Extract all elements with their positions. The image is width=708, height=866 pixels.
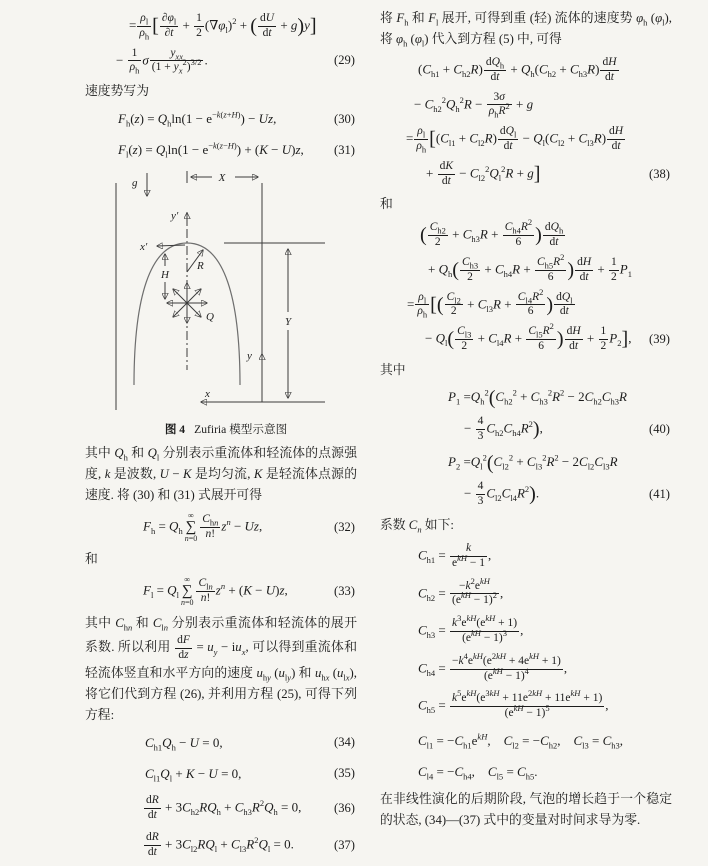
equation-29: [85, 9, 357, 78]
equation-expression: $C_{h3}$ = $k^3e^{kH}(e^{kH} + 1)$ $(e^{kH} - 1)^3$ ,: [418, 613, 524, 644]
equation-line: [85, 573, 357, 610]
equation-33: [85, 573, 357, 610]
equation-39: [380, 218, 672, 356]
equation-41: [380, 449, 672, 512]
coefficient-ch3: [380, 614, 672, 649]
equation-line: [380, 122, 672, 157]
equation-expression: = $\frac{\rho_l}{\rho_h}$ [$(C_{l1} + C_{l2}R)$ $dQ_l$ dt − $Q_l(C_{l2} + C_{l3}R)$ $\frac{dH}{dt}$: [406, 125, 624, 155]
equation-expression: − $\frac{4}{3}$ $C_{h2}C_{h4}R^2$),: [464, 414, 543, 442]
equation-line: [380, 88, 672, 123]
equation-number: (38): [649, 166, 670, 181]
equation-expression: $C_{h5}$ = $k^5e^{kH}(e^{3kH} + 11e^{2kH} + 11e^{kH} + 1)$ $(e^{kH} - 1)^5$ ,: [418, 688, 609, 720]
equation-line: [380, 218, 672, 253]
coefficient-ch5: [380, 689, 672, 724]
equation-32: [85, 509, 357, 546]
paragraph-expand: 将 $F_h$ 和 $F_l$ 展开, 可得到重 (轻) 流体的速度势 $\varphi_h$ $(\varphi_l)$, 将 $\varphi_h$ $(\varphi_l)$ 代入到方程 (5) 中, 可得: [380, 11, 672, 49]
paragraph-velocity-potential: 速度势写为: [85, 84, 149, 99]
equation-expression: $C_{h1}$ = k $e^{kH} - 1$ ,: [418, 541, 492, 569]
equation-line: [380, 477, 672, 512]
left-column: [85, 6, 357, 866]
equation-number: (34): [334, 735, 355, 750]
equation-expression: = $\frac{\rho_l}{\rho_h}$ [ $\frac{\partial\varphi_l}{\partial t}$ + $\frac{1}{2}$ $(\nabla\varphi_l)^2$ + ( $\frac{dU}{dt}$ + g)y]: [129, 12, 317, 42]
equation-36: [85, 791, 357, 826]
equation-38: [380, 53, 672, 191]
equation-line: [380, 412, 672, 447]
equation-expression: $P_2 =Q_l^2(C_{l2}^2 + C_{l3}^2R^2 - 2C_{l2}C_{l3}R$: [448, 452, 618, 475]
equation-line: [85, 9, 357, 44]
equation-expression: − $C_{h2}^2Q_h^2R$ − 3σ $\rho_hR^2$ + g: [414, 90, 534, 120]
equation-number: (31): [334, 142, 355, 157]
coefficient-cl1-cl3: [380, 727, 672, 755]
equation-line: [380, 689, 672, 724]
paragraph-and-2: 和: [380, 197, 393, 212]
equation-31: [85, 136, 357, 164]
equation-line: [380, 539, 672, 574]
figure-caption-label: 图 4: [164, 423, 186, 437]
figure-label-Q: Q: [206, 311, 214, 324]
equation-37: [85, 828, 357, 863]
equation-line: [380, 157, 672, 192]
equation-line: [85, 509, 357, 546]
equation-line: [85, 44, 357, 79]
equation-line: [85, 760, 357, 788]
point-source-arrows: [167, 283, 207, 323]
equation-expression: $F_l(z) = Q_l\ln(1 - e^{-k(z-H)}) + (K - U)z$,: [118, 140, 304, 160]
equation-34: [85, 729, 357, 757]
figure-4: [95, 170, 357, 437]
equation-line: [85, 729, 357, 757]
figure-label-x: x: [205, 388, 210, 401]
paragraph-nonlinear-stage: 在非线性演化的后期阶段, 气泡的增长趋于一个稳定的状态, (34)—(37) 式中的变量对时间求导为零.: [380, 791, 672, 827]
equation-35: [85, 760, 357, 788]
equation-number: (37): [334, 838, 355, 853]
equation-expression: $P_1 =Q_h^2(C_{h2}^2 + C_{h3}^2R^2 - 2C_{h2}C_{h3}R$: [448, 386, 627, 409]
equation-number: (30): [334, 111, 355, 126]
equation-number: (35): [334, 766, 355, 781]
figure-label-y: y: [247, 350, 252, 363]
equation-line: [380, 652, 672, 687]
equation-expression: $\frac{dR}{dt}$ + $3C_{l2}RQ_l + C_{l3}R^2Q_l = 0$.: [146, 831, 294, 859]
equation-line: [380, 449, 672, 477]
equation-expression: $F_l = Q_l$ ∞ ∑ n=0 $\frac{C_{ln}}{n!}$ $z^n + (K - U)z$,: [143, 575, 288, 608]
x-prime-arrow: [157, 245, 185, 246]
equation-line: [85, 136, 357, 164]
coefficient-cl4-cl5: [380, 758, 672, 786]
equation-expression: $(C_{h1} + C_{h2}R)$ $dQ_h$ dt + $Q_h(C_{h2} + C_{h3}R)$ $\frac{dH}{dt}$: [418, 56, 617, 83]
equation-40: [380, 384, 672, 447]
equation-number: (39): [649, 331, 670, 346]
equation-expression: $C_{h1}Q_h - U = 0$,: [145, 734, 223, 753]
equation-expression: $C_{l1}Q_l + K - U = 0$,: [145, 765, 242, 784]
equation-number: (33): [334, 584, 355, 599]
equation-expression: $F_h = Q_h$ ∞ ∑ n=0 $C_{hn}$ n! $z^n - Uz$,: [143, 511, 263, 544]
equation-expression: $\frac{dR}{dt}$ + $3C_{h2}RQ_h + C_{h3}R^2Q_h = 0$,: [146, 793, 302, 821]
equation-line: [85, 105, 357, 133]
equation-expression: ( $\frac{C_{h2}}{2}$ + $C_{h3}R$ + $\frac{C_{h4}R^2}{6}$ ) $dQ_h$ dt: [420, 217, 564, 249]
equation-expression: − $\frac{1}{\rho_h}$ σ $y_{xx}$ $(1 + y_x^2)^{3/2}$ .: [116, 46, 208, 76]
paragraph-sources: 其中 $Q_h$ 和 $Q_l$ 分别表示重流体和轻流体的点源强度, k 是波数, U − K 是均匀流, K 是轻流体点源的速度. 将 (30) 和 (31) 式展开可得: [85, 446, 357, 503]
coefficient-ch1: [380, 539, 672, 574]
figure-label-X: X: [218, 172, 226, 185]
figure-label-H: H: [161, 269, 169, 282]
equation-expression: $C_{h4}$ = $-k^4e^{kH}(e^{2kH} + 4e^{kH} + 1)$ $(e^{kH} - 1)^4$ ,: [418, 650, 568, 682]
figure-label-x-prime: x′: [140, 241, 148, 254]
equation-expression: − $Q_l$( $\frac{C_{l3}}{2}$ + $C_{l4}R$ + $\frac{C_{l5}R^2}{6}$ ) $\frac{dH}{dt}$ + $\frac{1}{2}$ $P_2$],: [425, 321, 632, 352]
figure-label-R: R: [197, 260, 204, 273]
equation-expression: = $\frac{\rho_l}{\rho_h}$ [( $\frac{C_{l2}}{2}$ + $C_{l3}R$ + $\frac{C_{l4}R^2}{6}$ ) $dQ_l$ dt: [407, 286, 573, 320]
equation-line: [380, 758, 672, 786]
equation-expression: $F_h(z) = Q_h\ln(1 - e^{-k(z+H)}) - Uz$,: [118, 109, 277, 129]
equation-number: (29): [334, 53, 355, 68]
figure-caption-text: Zufiria 模型示意图: [194, 423, 288, 437]
equation-30: [85, 105, 357, 133]
paragraph-where: 其中: [380, 362, 406, 377]
equation-line: [380, 53, 672, 88]
paragraph-coefficients: 系数 $C_n$ 如下:: [380, 517, 454, 535]
equation-line: [85, 828, 357, 863]
equation-expression: + $Q_h$( $\frac{C_{h3}}{2}$ + $C_{h4}R$ + $\frac{C_{h5}R^2}{6}$ ) $\frac{dH}{dt}$ + $\frac{1}{2}$ $P_1$: [428, 252, 632, 283]
equation-expression: $C_{l1} = -C_{h1}e^{kH}$, $C_{l2} = -C_{h2}$, $C_{l3} = C_{h3}$,: [418, 731, 624, 751]
equation-expression: $C_{h2}$ = $-k^2e^{kH}$ $(e^{kH} - 1)^2$ ,: [418, 575, 504, 607]
equation-number: (41): [649, 487, 670, 502]
right-column: [380, 6, 672, 866]
zufiria-model-figure: [95, 170, 335, 414]
equation-line: [380, 288, 672, 323]
equation-line: [380, 577, 672, 612]
figure-label-Y: Y: [284, 316, 292, 329]
paragraph-expansion-coefficients: 其中 $C_{hn}$ 和 $C_{ln}$ 分别表示重流体和轻流体的展开系数. 所以利用 $\frac{dF}{dz}$ = $u_y - iu_x$, 可以得到重流体和轻流体竖直和水平方向的速度 $u_{hy}$ $(u_{ly})$ 和 $u_{hx}$ $(u_{lx})$, 将它们代到方程 (26), 并利用方程 (25), 可得下列方程:: [85, 616, 358, 722]
paragraph-and: 和: [85, 552, 98, 567]
coefficient-ch2: [380, 577, 672, 612]
equation-number: (36): [334, 800, 355, 815]
equation-line: [380, 322, 672, 357]
coefficient-ch4: [380, 652, 672, 687]
equation-number: (40): [649, 421, 670, 436]
figure-caption: [95, 421, 357, 437]
equation-expression: $C_{l4} = -C_{h4}$, $C_{l5} = C_{h5}$.: [418, 763, 538, 782]
equation-number: (32): [334, 520, 355, 535]
equation-line: [380, 727, 672, 755]
equation-expression: + $\frac{dK}{dt}$ − $C_{l2}^2Q_l^2R + g$]: [426, 159, 541, 187]
equation-line: [380, 384, 672, 412]
equation-line: [380, 253, 672, 288]
figure-label-gravity: g: [132, 177, 138, 190]
figure-label-y-prime: y′: [171, 210, 179, 223]
equation-line: [85, 791, 357, 826]
equation-line: [380, 614, 672, 649]
equation-expression: − $\frac{4}{3}$ $C_{l2}C_{l4}R^2$).: [464, 480, 540, 508]
